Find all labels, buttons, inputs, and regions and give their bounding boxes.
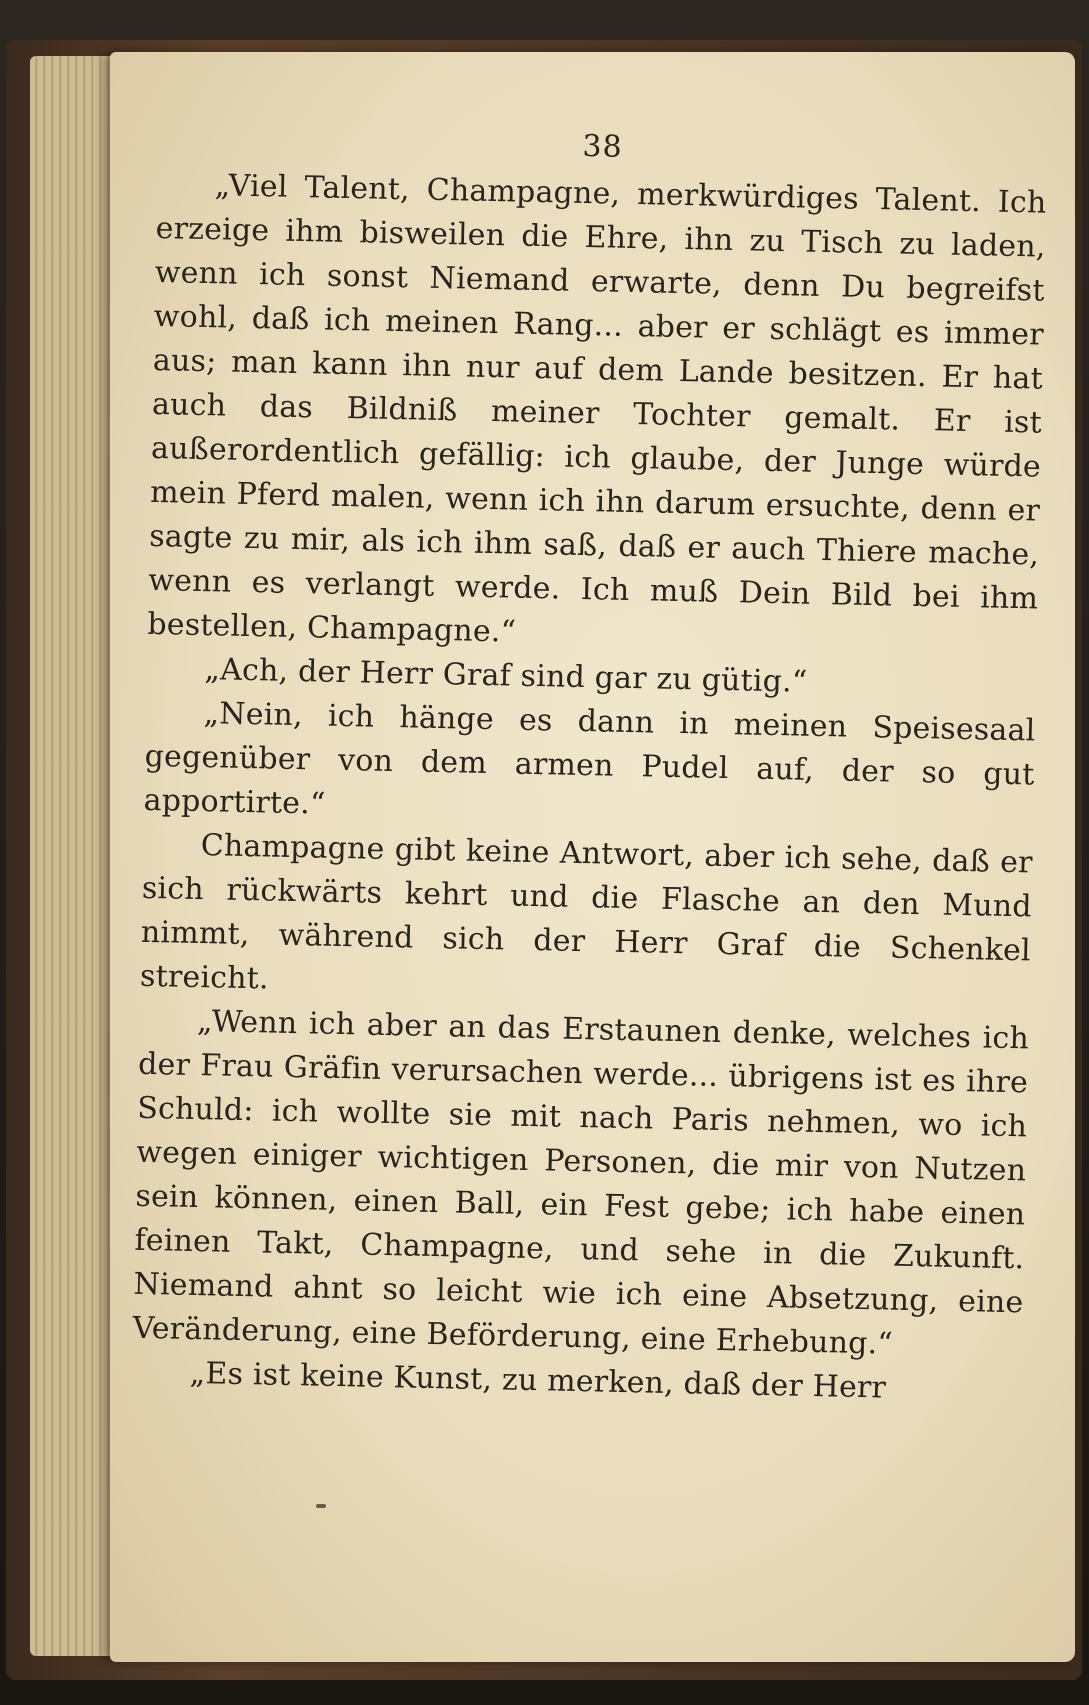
paragraph-2: „Ach, der Herr Graf sind gar zu gütig.“ — [204, 652, 808, 700]
paragraph-4: Champagne gibt keine Antwort, aber ich sehe, daß er sich rückwärts kehrt und die Flasche an den Mund nimmt, während sich der Herr Graf die Schenkel streicht. — [139, 828, 1033, 997]
paragraph-1: „Viel Talent, Champagne, merkwürdiges Talent. Ich erzeige ihm bisweilen die Ehre, ihn zu Tisch zu laden, wenn ich sonst Niemand erwarte, denn Du begreifst wohl, daß ich meinen Rang... aber er schlägt es immer aus; man kann ihn nur auf dem Lande besitzen. Er hat auch das Bildniß meiner Tochter gemalt. Er ist außerordentlich gefällig: ich glaube, der Junge würde mein Pferd malen, wenn ich ihn darum ersuchte, denn er sagte zu mir, als ich ihm saß, daß er auch Thiere mache, wenn es verlangt werde. Ich muß Dein Bild bei ihm bestellen, Champagne.“ — [147, 168, 1047, 650]
paragraph-6: „Es ist keine Kunst, zu merken, daß der Herr — [189, 1355, 887, 1406]
paragraph-5: „Wenn ich aber an das Erstaunen denke, welches ich der Frau Gräfin verursachen werde... übrigens ist es ihre Schuld: ich wollte sie mit nach Paris nehmen, wo ich wegen einiger wichtigen Personen, die mir von Nutzen sein können, einen Ball, ein Fest gebe; ich habe einen feinen Takt, Champagne, und sehe in die Zukunft. Niemand ahnt so leicht wie ich eine Absetzung, eine Veränderung, eine Beförderung, eine Erhebung.“ — [132, 1004, 1030, 1362]
page-number: 38 — [582, 128, 623, 165]
paragraph-3: „Nein, ich hänge es dann in meinen Speisesaal gegenüber von dem armen Pudel auf, der so gut apportirte.“ — [143, 696, 1036, 822]
ink-mark — [316, 1504, 326, 1508]
page-text-block — [128, 120, 1048, 1558]
